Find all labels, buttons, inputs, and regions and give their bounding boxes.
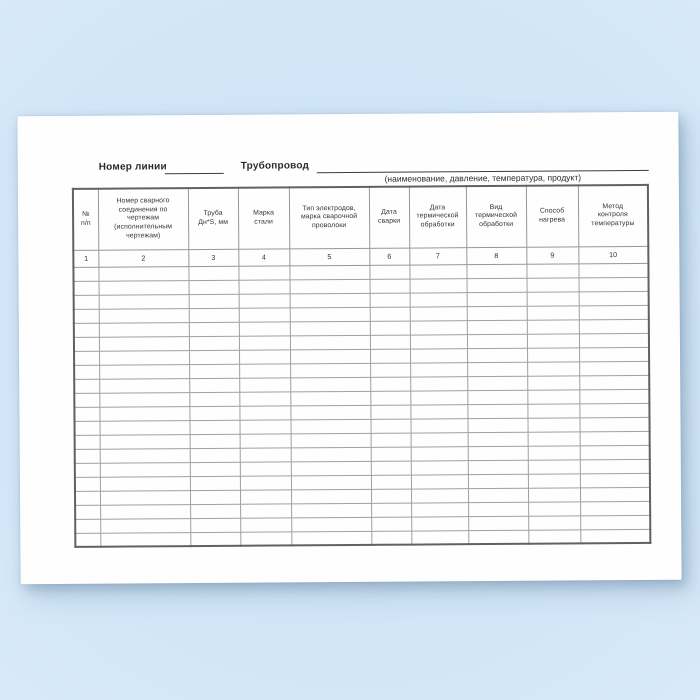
empty-cell: [410, 376, 467, 390]
empty-cell: [240, 489, 291, 503]
empty-cell: [580, 459, 650, 473]
empty-cell: [99, 322, 189, 337]
empty-cell: [411, 502, 468, 516]
paper-sheet: [17, 112, 681, 585]
empty-cell: [290, 293, 370, 308]
empty-cell: [580, 445, 650, 459]
empty-cell: [468, 516, 528, 530]
empty-cell: [579, 375, 649, 389]
empty-cell: [371, 517, 411, 531]
empty-cell: [239, 293, 290, 307]
empty-cell: [411, 516, 468, 530]
empty-cell: [410, 404, 467, 418]
empty-cell: [74, 393, 99, 407]
empty-cell: [74, 323, 99, 337]
empty-cell: [467, 376, 527, 390]
empty-cell: [99, 406, 189, 421]
empty-cell: [579, 277, 649, 291]
empty-cell: [190, 532, 240, 546]
empty-cell: [290, 349, 370, 364]
column-number-cell: 5: [289, 248, 369, 266]
empty-cell: [240, 433, 291, 447]
empty-cell: [371, 461, 411, 475]
empty-cell: [579, 417, 649, 431]
empty-cell: [99, 294, 189, 309]
empty-cell: [527, 389, 579, 403]
welding-journal-table: [72, 184, 651, 548]
empty-cell: [370, 405, 410, 419]
empty-cell: [579, 389, 649, 403]
empty-cell: [578, 263, 648, 277]
empty-cell: [528, 501, 580, 515]
empty-cell: [291, 433, 371, 448]
empty-cell: [290, 391, 370, 406]
empty-cell: [467, 278, 527, 292]
empty-cell: [580, 501, 650, 515]
empty-cell: [291, 489, 371, 504]
empty-cell: [100, 490, 190, 505]
empty-cell: [410, 320, 467, 334]
empty-cell: [75, 449, 100, 463]
column-number-cell: 9: [526, 246, 578, 263]
empty-cell: [466, 264, 526, 278]
line-number-blank-rule: [165, 161, 224, 174]
empty-cell: [579, 347, 649, 361]
empty-cell: [239, 321, 290, 335]
empty-cell: [291, 517, 371, 532]
empty-cell: [528, 473, 580, 487]
empty-cell: [527, 319, 579, 333]
empty-cell: [99, 378, 189, 393]
empty-cell: [370, 391, 410, 405]
empty-cell: [291, 531, 371, 546]
empty-cell: [370, 419, 410, 433]
empty-cell: [371, 503, 411, 517]
empty-cell: [239, 335, 290, 349]
empty-cell: [290, 363, 370, 378]
header-cell-electrode-type: Тип электродов, марка сварочной проволоки: [289, 187, 369, 249]
empty-cell: [290, 307, 370, 322]
empty-cell: [410, 362, 467, 376]
empty-cell: [371, 475, 411, 489]
empty-cell: [239, 391, 290, 405]
header-cell-heating-method: Способ нагрева: [526, 185, 578, 246]
empty-cell: [290, 405, 370, 420]
empty-row: [75, 529, 650, 547]
empty-cell: [579, 291, 649, 305]
empty-cell: [468, 446, 528, 460]
empty-cell: [239, 363, 290, 377]
empty-cell: [291, 447, 371, 462]
header-cell-weld-joint-number: Номер сварного соединения по чертежам (исполнительным чертежам): [98, 188, 188, 250]
empty-cell: [189, 308, 239, 322]
empty-cell: [100, 434, 190, 449]
empty-cell: [411, 460, 468, 474]
empty-cell: [75, 519, 100, 533]
empty-cell: [370, 335, 410, 349]
empty-cell: [190, 448, 240, 462]
empty-cell: [467, 362, 527, 376]
empty-cell: [291, 503, 371, 518]
empty-cell: [527, 403, 579, 417]
empty-cell: [370, 279, 410, 293]
empty-cell: [74, 379, 99, 393]
empty-cell: [239, 419, 290, 433]
column-number-cell: 2: [98, 249, 188, 267]
empty-cell: [99, 336, 189, 351]
empty-cell: [75, 491, 100, 505]
empty-cell: [579, 319, 649, 333]
empty-cell: [189, 364, 239, 378]
column-number-cell: 3: [188, 249, 238, 266]
empty-cell: [370, 363, 410, 377]
header-cell-heat-treatment-type: Вид термической обработки: [466, 186, 526, 247]
empty-cell: [74, 281, 99, 295]
empty-cell: [467, 320, 527, 334]
header-cell-row-number: № п/п: [73, 189, 98, 250]
empty-cell: [100, 420, 190, 435]
table-body-empty-rows: [73, 263, 650, 547]
empty-cell: [526, 263, 578, 277]
empty-cell: [410, 306, 467, 320]
column-number-cell: 4: [238, 248, 289, 265]
empty-cell: [371, 489, 411, 503]
empty-cell: [98, 266, 188, 281]
empty-cell: [528, 515, 580, 529]
empty-cell: [370, 293, 410, 307]
empty-cell: [189, 322, 239, 336]
empty-cell: [370, 321, 410, 335]
empty-cell: [240, 475, 291, 489]
header-cell-pipe-size: Труба Дн*S, мм: [188, 188, 238, 249]
empty-cell: [190, 434, 240, 448]
empty-cell: [100, 504, 190, 519]
empty-cell: [371, 433, 411, 447]
header-cell-welding-date: Дата сварки: [369, 187, 409, 248]
empty-cell: [467, 306, 527, 320]
empty-cell: [411, 446, 468, 460]
empty-cell: [75, 505, 100, 519]
empty-cell: [73, 267, 98, 281]
pipeline-label: Трубопровод: [240, 160, 310, 172]
pipeline-annotation: (наименование, давление, температура, продукт): [384, 172, 582, 184]
empty-cell: [371, 447, 411, 461]
empty-cell: [74, 337, 99, 351]
empty-cell: [75, 435, 100, 449]
empty-cell: [74, 309, 99, 323]
empty-cell: [528, 459, 580, 473]
empty-cell: [527, 361, 579, 375]
empty-cell: [239, 307, 290, 321]
empty-cell: [468, 460, 528, 474]
column-number-cell: 10: [578, 246, 648, 263]
empty-cell: [410, 348, 467, 362]
empty-cell: [580, 529, 650, 543]
empty-cell: [190, 504, 240, 518]
empty-cell: [74, 295, 99, 309]
empty-cell: [290, 335, 370, 350]
empty-cell: [99, 350, 189, 365]
empty-cell: [239, 377, 290, 391]
empty-cell: [468, 530, 528, 544]
empty-cell: [290, 321, 370, 336]
empty-cell: [410, 390, 467, 404]
empty-cell: [289, 265, 369, 280]
empty-cell: [527, 375, 579, 389]
empty-cell: [99, 392, 189, 407]
empty-cell: [410, 278, 467, 292]
empty-cell: [100, 476, 190, 491]
empty-cell: [240, 447, 291, 461]
empty-cell: [411, 530, 468, 544]
empty-cell: [468, 432, 528, 446]
empty-cell: [579, 333, 649, 347]
column-number-cell: 7: [409, 247, 466, 264]
column-number-cell: 1: [73, 250, 98, 267]
empty-cell: [579, 361, 649, 375]
empty-cell: [410, 418, 467, 432]
empty-cell: [411, 488, 468, 502]
empty-cell: [527, 291, 579, 305]
empty-cell: [75, 463, 100, 477]
empty-cell: [188, 266, 238, 280]
empty-cell: [467, 418, 527, 432]
line-number-label: Номер линии: [98, 161, 167, 173]
empty-cell: [100, 448, 190, 463]
empty-cell: [527, 277, 579, 291]
empty-cell: [468, 474, 528, 488]
empty-cell: [467, 348, 527, 362]
header-cell-temperature-control-method: Метод контроля температуры: [578, 185, 648, 246]
empty-cell: [467, 404, 527, 418]
empty-cell: [290, 419, 370, 434]
empty-cell: [240, 517, 291, 531]
empty-cell: [189, 280, 239, 294]
empty-cell: [240, 461, 291, 475]
empty-cell: [239, 349, 290, 363]
empty-cell: [579, 305, 649, 319]
empty-cell: [528, 529, 580, 543]
empty-cell: [189, 294, 239, 308]
empty-cell: [579, 403, 649, 417]
empty-cell: [100, 462, 190, 477]
empty-cell: [370, 377, 410, 391]
empty-cell: [190, 518, 240, 532]
empty-cell: [580, 515, 650, 529]
empty-cell: [371, 531, 411, 545]
empty-cell: [411, 474, 468, 488]
empty-cell: [410, 334, 467, 348]
header-cell-steel-grade: Марка стали: [238, 187, 289, 248]
header-cell-heat-treatment-date: Дата термической обработки: [409, 186, 466, 247]
empty-cell: [99, 364, 189, 379]
empty-cell: [240, 503, 291, 517]
empty-cell: [190, 490, 240, 504]
empty-cell: [290, 279, 370, 294]
empty-cell: [527, 305, 579, 319]
empty-cell: [527, 333, 579, 347]
empty-cell: [240, 531, 291, 545]
empty-cell: [527, 347, 579, 361]
empty-cell: [239, 405, 290, 419]
empty-cell: [74, 351, 99, 365]
empty-cell: [410, 292, 467, 306]
empty-cell: [190, 476, 240, 490]
empty-cell: [369, 265, 409, 279]
empty-cell: [370, 307, 410, 321]
empty-cell: [74, 407, 99, 421]
empty-cell: [467, 292, 527, 306]
empty-cell: [468, 488, 528, 502]
empty-cell: [291, 475, 371, 490]
empty-cell: [99, 280, 189, 295]
empty-cell: [100, 532, 190, 547]
empty-cell: [239, 279, 290, 293]
empty-cell: [74, 365, 99, 379]
empty-cell: [100, 518, 190, 533]
empty-cell: [189, 406, 239, 420]
empty-cell: [75, 533, 100, 547]
empty-cell: [528, 445, 580, 459]
empty-cell: [580, 487, 650, 501]
empty-cell: [467, 334, 527, 348]
empty-cell: [290, 377, 370, 392]
empty-cell: [190, 462, 240, 476]
pipeline-blank-rule: [317, 158, 649, 173]
empty-cell: [189, 420, 239, 434]
empty-cell: [467, 390, 527, 404]
empty-cell: [75, 477, 100, 491]
column-number-cell: 6: [369, 248, 409, 265]
table-header-row: [73, 185, 648, 250]
empty-cell: [370, 349, 410, 363]
column-number-cell: 8: [466, 247, 526, 264]
empty-cell: [528, 431, 580, 445]
empty-cell: [580, 473, 650, 487]
empty-cell: [291, 461, 371, 476]
empty-cell: [99, 308, 189, 323]
empty-cell: [468, 502, 528, 516]
empty-cell: [75, 421, 100, 435]
empty-cell: [409, 264, 466, 278]
empty-cell: [189, 350, 239, 364]
empty-cell: [528, 487, 580, 501]
empty-cell: [189, 336, 239, 350]
empty-cell: [238, 265, 289, 279]
empty-cell: [411, 432, 468, 446]
empty-cell: [580, 431, 650, 445]
empty-cell: [527, 417, 579, 431]
empty-cell: [189, 392, 239, 406]
empty-cell: [189, 378, 239, 392]
